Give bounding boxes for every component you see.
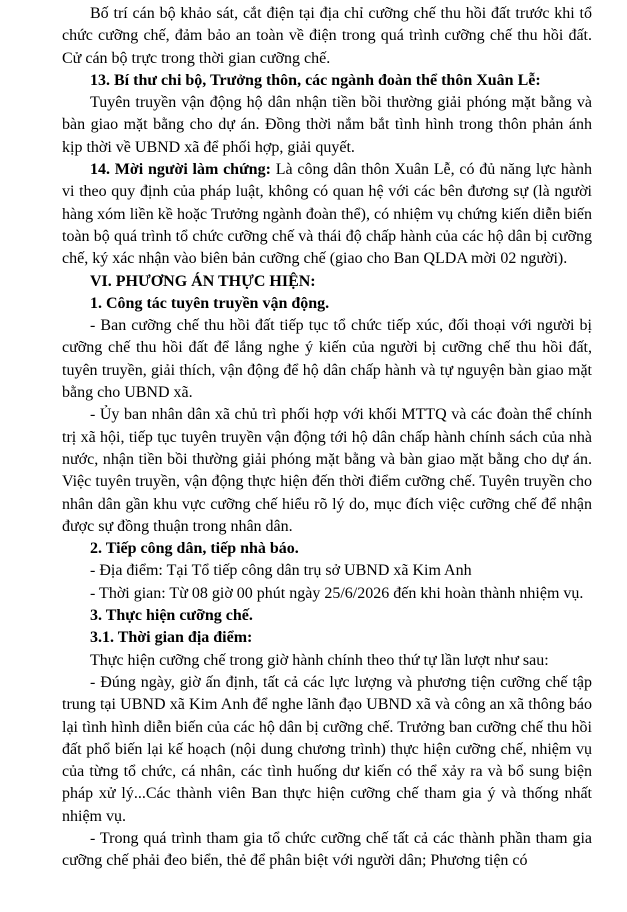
paragraph-3-1c: - Trong quá trình tham gia tổ chức cưỡng chế tất cả các thành phần tham gia cưỡng chế phải đeo biển, thẻ để phân biệt với người dân; Phương tiện có [62, 829, 592, 870]
heading-2: 2. Tiếp công dân, tiếp nhà báo. [90, 540, 299, 558]
paragraph-3-1b: - Đúng ngày, giờ ấn định, tất cả các lực lượng và phương tiện cưỡng chế tập trung tại UBND xã Kim Anh để nghe lãnh đạo UBND xã và công an xã thông báo lại tình hình diễn biến của các hộ dân bị cưỡng chế. Trưởng ban cưỡng chế thu hồi đất phổ biến lại kế hoạch (nội dung chương trình) thực hiện cưỡng chế, nhiệm vụ của từng tổ chức, cá nhân, các tình huống dư kiến có thể xảy ra và bổ sung biện pháp xử lý...Các thành viên Ban thực hiện cưỡng chế tham gia ý và thống nhất nhiệm vụ. [62, 673, 592, 825]
paragraph-1a: - Ban cưỡng chế thu hồi đất tiếp tục tổ chức tiếp xúc, đối thoại với người bị cưỡng chế thu hồi đất để lắng nghe ý kiến của người bị cưỡng chế thu hồi đất, tuyên truyền, giải thích, vận động để hộ dân chấp hành và tự nguyện bàn giao mặt bằng cho UBND xã. [62, 317, 592, 402]
heading-3: 3. Thực hiện cưỡng chế. [90, 607, 253, 625]
heading-13: 13. Bí thư chi bộ, Trưởng thôn, các ngành đoàn thể thôn Xuân Lễ: [90, 71, 541, 89]
paragraph-3-1a: Thực hiện cưỡng chế trong giờ hành chính theo thứ tự lần lượt như sau: [90, 651, 549, 669]
heading-3-1: 3.1. Thời gian địa điểm: [90, 629, 253, 647]
heading-1: 1. Công tác tuyên truyền vận động. [90, 294, 330, 312]
heading-14-label: 14. Mời người làm chứng: [90, 161, 271, 179]
paragraph-electricity: Bố trí cán bộ khảo sát, cắt điện tại địa chỉ cưỡng chế thu hồi đất trước khi tổ chức cưỡng chế, đảm bảo an toàn về điện trong quá trình cưỡng chế thu hồi đất. Cử cán bộ trực trong thời gian cưỡng chế. [62, 5, 592, 67]
paragraph-13: Tuyên truyền vận động hộ dân nhận tiền bồi thường giải phóng mặt bằng và bàn giao mặt bằng cho dự án. Đồng thời nắm bắt tình hình trong thôn phản ánh kịp thời về UBND xã để phối hợp, giải quyết. [62, 94, 592, 156]
paragraph-2a: - Địa điểm: Tại Tổ tiếp công dân trụ sở UBND xã Kim Anh [90, 562, 472, 580]
heading-section-vi: VI. PHƯƠNG ÁN THỰC HIỆN: [90, 272, 316, 290]
paragraph-2b: - Thời gian: Từ 08 giờ 00 phút ngày 25/6/2026 đến khi hoàn thành nhiệm vụ. [90, 584, 584, 602]
document-body [62, 3, 592, 873]
paragraph-14-text: Là công dân thôn Xuân Lễ, có đủ năng lực hành vi theo quy định của pháp luật, không có quan hệ với các bên đương sự (là người hàng xóm liền kề hoặc Trưởng ngành đoàn thể), có nhiệm vụ chứng kiến diễn biến toàn bộ quá trình tổ chức cưỡng chế và thái độ chấp hành của các hộ dân bị cưỡng chế, ký xác nhận vào biên bản cưỡng chế (giao cho Ban QLDA mời 02 người). [62, 161, 593, 268]
paragraph-14 [62, 159, 592, 270]
paragraph-1b: - Ủy ban nhân dân xã chủ trì phối hợp với khối MTTQ và các đoàn thể chính trị xã hội, tiếp tục tuyên truyền vận động tới hộ dân chấp hành chính sách của nhà nước, nhận tiền bồi thường giải phóng mặt bằng và bàn giao mặt bằng cho dự án. Việc tuyên truyền, vận động thực hiện đến thời điểm cưỡng chế. Tuyên truyền cho nhân dân gần khu vực cưỡng chế hiểu rõ lý do, mục đích việc cưỡng chế để nhận được sự đồng thuận trong nhân dân. [62, 406, 592, 535]
